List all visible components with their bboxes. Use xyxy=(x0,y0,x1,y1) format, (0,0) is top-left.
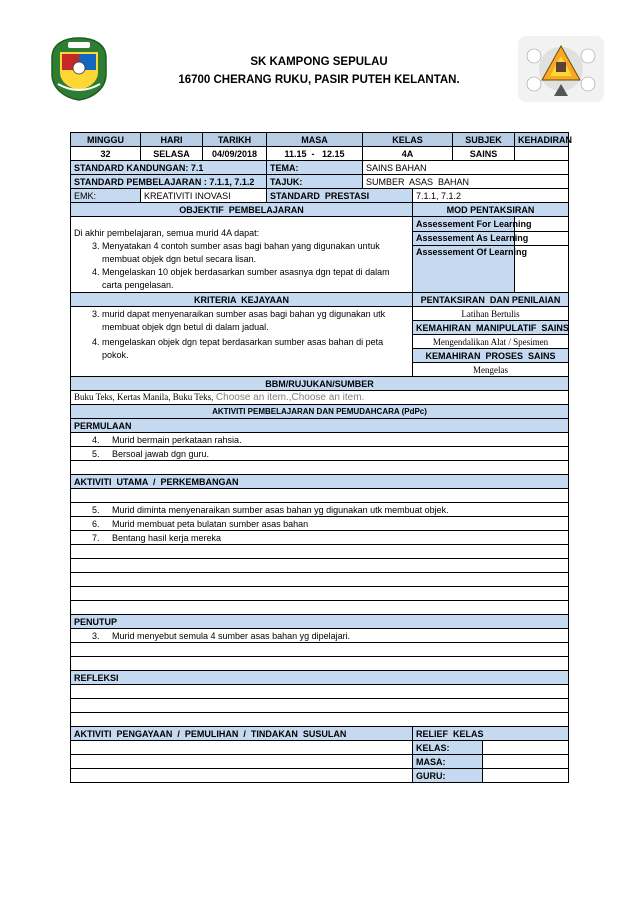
manipulatif-value[interactable]: Mengendalikan Alat / Spesimen xyxy=(413,335,569,349)
susulan-row[interactable] xyxy=(71,769,413,783)
col-masa: MASA xyxy=(267,133,363,147)
blank-row[interactable] xyxy=(71,657,569,671)
relief-kelas-value[interactable] xyxy=(483,741,569,755)
col-minggu: MINGGU xyxy=(71,133,141,147)
col-hari: HARI xyxy=(141,133,203,147)
bbm-content[interactable] xyxy=(71,391,569,405)
blank-row[interactable] xyxy=(71,643,569,657)
kehadiran-value[interactable] xyxy=(515,147,569,161)
proses-title: KEMAHIRAN PROSES SAINS xyxy=(413,349,569,363)
minggu-value[interactable]: 32 xyxy=(71,147,141,161)
tajuk-label: TAJUK: xyxy=(267,175,363,189)
penutup-title: PENUTUP xyxy=(71,615,569,629)
tema-value[interactable]: SAINS BAHAN xyxy=(363,161,569,175)
blank-row[interactable] xyxy=(71,713,569,727)
blank-row[interactable] xyxy=(71,699,569,713)
col-kehadiran: KEHADIRAN xyxy=(515,133,569,147)
bbm-choose-dropdown[interactable]: Choose an item.,Choose an item. xyxy=(215,392,365,403)
objektif-list xyxy=(74,240,409,292)
relief-guru-label: GURU: xyxy=(413,769,483,783)
col-kelas: KELAS xyxy=(363,133,453,147)
kriteria-title: KRITERIA KEJAYAAN xyxy=(71,293,413,307)
list-item[interactable]: 4. Murid bermain perkataan rahsia. xyxy=(71,433,569,447)
emblem-logo xyxy=(518,36,604,102)
susulan-row[interactable] xyxy=(71,741,413,755)
list-item[interactable]: 5. Bersoal jawab dgn guru. xyxy=(71,447,569,461)
standard-prestasi-label: STANDARD PRESTASI xyxy=(267,189,413,203)
header-row xyxy=(71,133,569,147)
list-item: 4. Mengelaskan 10 objek berdasarkan sumber asasnya dgn tepat di dalam carta pengelasan. xyxy=(92,267,390,290)
kriteria-content xyxy=(71,307,413,377)
blank-row[interactable] xyxy=(71,587,569,601)
list-item[interactable]: 6. Murid membuat peta bulatan sumber asas bahan xyxy=(71,517,569,531)
relief-masa-label: MASA: xyxy=(413,755,483,769)
mod-item-aol: Assessement Of Learning xyxy=(413,246,515,293)
hari-value[interactable]: SELASA xyxy=(141,147,203,161)
standard-prestasi-value[interactable]: 7.1.1, 7.1.2 xyxy=(413,189,569,203)
subjek-value[interactable]: SAINS xyxy=(453,147,515,161)
relief-guru-value[interactable] xyxy=(483,769,569,783)
relief-masa-value[interactable] xyxy=(483,755,569,769)
tajuk-value[interactable]: SUMBER ASAS BAHAN xyxy=(363,175,569,189)
relief-kelas-label: KELAS: xyxy=(413,741,483,755)
proses-value[interactable]: Mengelas xyxy=(413,363,569,377)
aktiviti-title: AKTIVITI PEMBELAJARAN DAN PEMUDAHCARA (PdPc) xyxy=(71,405,569,419)
blank-row[interactable] xyxy=(71,559,569,573)
values-row xyxy=(71,147,569,161)
mod-pentaksiran-title: MOD PENTAKSIRAN xyxy=(413,203,569,217)
list-item: 4. mengelaskan objek dgn tepat berdasarkan sumber asas bahan di peta pokok. xyxy=(92,337,384,360)
tema-label: TEMA: xyxy=(267,161,363,175)
susulan-title: AKTIVITI PENGAYAAN / PEMULIHAN / TINDAKAN SUSULAN xyxy=(71,727,413,741)
emk-value[interactable]: KREATIVITI INOVASI xyxy=(141,189,267,203)
standard-pembelajaran-label: STANDARD PEMBELAJARAN : 7.1.1, 7.1.2 xyxy=(71,175,267,189)
list-item[interactable]: 5. Murid diminta menyenaraikan sumber asas bahan yg digunakan utk membuat objek. xyxy=(71,503,569,517)
school-name: SK KAMPONG SEPULAU xyxy=(250,56,388,68)
blank-row[interactable] xyxy=(71,489,569,503)
list-item[interactable]: 3. Murid menyebut semula 4 sumber asas bahan yg dipelajari. xyxy=(71,629,569,643)
objektif-title: OBJEKTIF PEMBELAJARAN xyxy=(71,203,413,217)
bbm-title: BBM/RUJUKAN/SUMBER xyxy=(71,377,569,391)
objektif-content xyxy=(71,217,413,293)
blank-row[interactable] xyxy=(71,601,569,615)
col-tarikh: TARIKH xyxy=(203,133,267,147)
blank-row[interactable] xyxy=(71,461,569,475)
kelas-value[interactable]: 4A xyxy=(363,147,453,161)
manipulatif-title: KEMAHIRAN MANIPULATIF SAINS xyxy=(413,321,569,335)
blank-row[interactable] xyxy=(71,685,569,699)
list-item[interactable]: 7. Bentang hasil kerja mereka xyxy=(71,531,569,545)
bbm-text: Buku Teks, Kertas Manila, Buku Teks, xyxy=(74,392,214,402)
emk-label: EMK: xyxy=(71,189,141,203)
school-address: 16700 CHERANG RUKU, PASIR PUTEH KELANTAN. xyxy=(178,74,460,86)
school-crest-logo xyxy=(48,36,110,102)
standard-kandungan-label: STANDARD KANDUNGAN: 7.1 xyxy=(71,161,267,175)
lesson-plan-table xyxy=(70,132,573,783)
standard-pembelajaran-row xyxy=(71,175,569,189)
masa-value[interactable]: 11.15 - 12.15 xyxy=(267,147,363,161)
tarikh-value[interactable]: 04/09/2018 xyxy=(203,147,267,161)
pentaksiran-title: PENTAKSIRAN DAN PENILAIAN xyxy=(413,293,569,307)
pentaksiran-value[interactable]: Latihan Bertulis xyxy=(413,307,569,321)
kriteria-list xyxy=(74,307,409,362)
standard-kandungan-row xyxy=(71,161,569,175)
list-item: 3. Menyatakan 4 contoh sumber asas bagi bahan yang digunakan untuk membuat objek dgn betul secara lisan. xyxy=(92,241,380,264)
objektif-intro: Di akhir pembelajaran, semua murid 4A dapat: xyxy=(74,228,260,238)
refleksi-title: REFLEKSI xyxy=(71,671,569,685)
col-subjek: SUBJEK xyxy=(453,133,515,147)
mod-item-afl: Assessement For Learning xyxy=(413,217,515,232)
blank-row[interactable] xyxy=(71,545,569,559)
blank-row[interactable] xyxy=(71,573,569,587)
emk-row xyxy=(71,189,569,203)
permulaan-title: PERMULAAN xyxy=(71,419,569,433)
utama-title: AKTIVITI UTAMA / PERKEMBANGAN xyxy=(71,475,569,489)
mod-item-aal: Assessement As Learning xyxy=(413,231,515,246)
relief-title: RELIEF KELAS xyxy=(413,727,569,741)
list-item: 3. murid dapat menyenaraikan sumber asas bagi bahan yg digunakan utk membuat objek dgn betul di dalam jadual. xyxy=(92,309,386,332)
susulan-row[interactable] xyxy=(71,755,413,769)
